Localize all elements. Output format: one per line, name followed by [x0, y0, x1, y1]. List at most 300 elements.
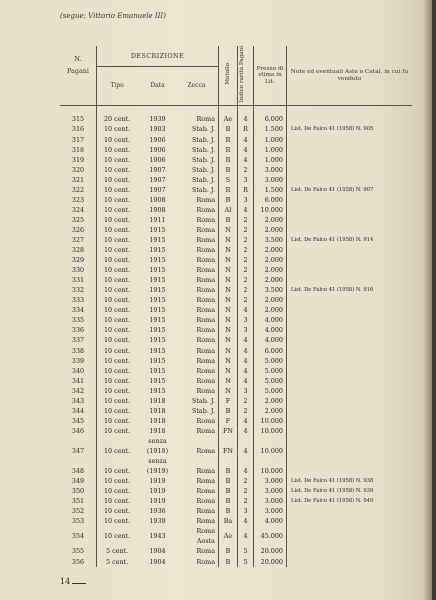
row-note [287, 546, 413, 556]
row-indice-value: 3 [243, 175, 248, 184]
row-indice-value: 2 [243, 276, 248, 285]
row-prezzo [254, 265, 287, 275]
row-zecca-value: Roma [196, 547, 215, 556]
row-prezzo [254, 426, 287, 436]
row-indice [238, 526, 254, 546]
row-metallo [219, 205, 238, 215]
row-indice [238, 496, 254, 506]
table-row [60, 305, 412, 315]
row-note [287, 356, 413, 366]
row-tipo [97, 486, 138, 496]
row-zecca [178, 516, 219, 526]
row-note [287, 486, 413, 496]
row-metallo-value: B [225, 125, 231, 134]
row-data [137, 436, 178, 456]
row-metallo [219, 335, 238, 345]
row-prezzo-value: 3.000 [264, 175, 283, 184]
row-indice [238, 557, 254, 567]
row-number [60, 145, 97, 155]
row-data-value: 1908 [149, 205, 166, 214]
row-metallo-value: B [225, 557, 231, 566]
row-number [60, 506, 97, 516]
row-tipo-value: 10 cent. [103, 426, 131, 435]
row-data-value: 1915 [149, 236, 166, 244]
table-row [60, 526, 412, 546]
row-metallo-value: Al [224, 205, 232, 214]
row-tipo-value: 10 cent. [103, 346, 131, 355]
row-zecca-value: Stab. J. [191, 185, 215, 194]
row-metallo-value: R [225, 135, 231, 144]
row-prezzo-value: 1.000 [264, 155, 283, 164]
row-data-value: 1918 [149, 396, 166, 405]
row-number [60, 205, 97, 215]
row-prezzo-value: 6.000 [264, 195, 283, 204]
row-tipo [97, 275, 138, 285]
row-number [60, 325, 97, 335]
row-metallo [219, 356, 238, 366]
row-prezzo [254, 476, 287, 486]
row-prezzo [254, 225, 287, 235]
row-number-value: 326 [71, 225, 85, 234]
row-metallo [219, 476, 238, 486]
row-indice [238, 185, 254, 195]
row-prezzo [254, 335, 287, 345]
row-data-value: 1919 [149, 477, 166, 486]
row-metallo-value: B [225, 165, 231, 174]
row-data [137, 114, 178, 124]
row-number-value: 332 [71, 286, 85, 295]
row-number [60, 285, 97, 295]
row-tipo [97, 335, 138, 345]
row-tipo-value: 10 cent. [103, 296, 131, 305]
row-data [137, 406, 178, 416]
row-indice [238, 175, 254, 185]
row-data-value: 1918 [149, 406, 166, 415]
row-indice [238, 325, 254, 335]
row-tipo-value: 10 cent. [103, 195, 131, 204]
row-prezzo [254, 275, 287, 285]
row-note [287, 315, 413, 325]
table-row [60, 315, 412, 325]
row-number [60, 456, 97, 476]
row-tipo-value: 10 cent. [103, 386, 131, 395]
row-metallo [219, 124, 238, 134]
row-note [287, 416, 413, 426]
row-indice [238, 255, 254, 265]
table-row [60, 275, 412, 285]
row-data-value: 1915 [149, 306, 166, 315]
col-prezzo-label: Prezzo di stima in Lit. [256, 65, 284, 86]
running-title: (segue: Vittorio Emanuele III) [60, 12, 166, 20]
row-zecca [178, 557, 219, 567]
row-tipo [97, 124, 138, 134]
row-number-value: 342 [71, 386, 85, 395]
row-metallo-value: B [225, 477, 231, 486]
row-note [287, 285, 413, 295]
row-tipo-value: 10 cent. [103, 406, 131, 415]
row-number-value: 318 [71, 145, 85, 154]
row-tipo [97, 366, 138, 376]
row-metallo-value: S [225, 175, 231, 184]
row-tipo-value: 10 cent. [103, 135, 131, 144]
row-indice-value: 2 [243, 296, 248, 305]
row-tipo [97, 295, 138, 305]
row-tipo-value: 20 cent. [103, 115, 131, 124]
row-indice-value: 4 [243, 416, 248, 425]
row-indice-value: 2 [243, 487, 248, 496]
row-note [287, 386, 413, 396]
row-data-value: 1915 [149, 386, 166, 395]
row-data-value: 1939 [149, 115, 166, 124]
row-prezzo [254, 496, 287, 506]
row-indice-value: 4 [243, 426, 248, 435]
row-metallo-value: Ae [223, 532, 233, 541]
row-indice-value: 4 [243, 467, 248, 476]
row-tipo-value: 10 cent. [103, 356, 131, 365]
row-tipo [97, 476, 138, 486]
row-tipo [97, 416, 138, 426]
row-prezzo-value: 1.500 [264, 125, 283, 134]
row-indice-value: 4 [243, 446, 248, 455]
row-tipo-value: 10 cent. [103, 467, 131, 476]
row-metallo [219, 366, 238, 376]
row-number-value: 349 [71, 477, 85, 486]
row-zecca [178, 386, 219, 396]
row-zecca [178, 305, 219, 315]
table-row [60, 516, 412, 526]
row-number [60, 114, 97, 124]
row-metallo [219, 215, 238, 225]
row-number-value: 341 [71, 376, 85, 385]
row-note [287, 305, 413, 315]
row-data [137, 526, 178, 546]
row-indice [238, 295, 254, 305]
row-indice [238, 426, 254, 436]
row-data-value: 1915 [149, 246, 166, 255]
row-indice [238, 225, 254, 235]
row-data [137, 225, 178, 235]
row-metallo [219, 406, 238, 416]
row-number-value: 355 [71, 547, 85, 556]
row-indice-value: 3 [243, 195, 248, 204]
row-data-value: 1906 [149, 155, 166, 164]
row-data [137, 335, 178, 345]
row-zecca-value: Roma [196, 467, 215, 476]
page-number-rule [72, 583, 86, 584]
table-row [60, 436, 412, 456]
table-row [60, 165, 412, 175]
row-number-value: 350 [71, 487, 85, 496]
row-tipo-value: 10 cent. [103, 225, 131, 234]
row-prezzo [254, 285, 287, 295]
row-tipo-value: 10 cent. [103, 497, 131, 506]
row-prezzo-value: 4.000 [264, 326, 283, 335]
row-tipo-value: 10 cent. [103, 125, 131, 134]
row-metallo-value: Ae [223, 115, 233, 124]
col-descrizione-header: DESCRIZIONE [97, 46, 219, 67]
row-data-value: 1915 [149, 346, 166, 355]
table-row [60, 245, 412, 255]
row-note [287, 165, 413, 175]
row-metallo [219, 225, 238, 235]
table-row [60, 396, 412, 406]
row-data-value: 1919 [149, 497, 166, 506]
row-indice-value: 4 [243, 366, 248, 375]
row-prezzo [254, 486, 287, 496]
row-note [287, 114, 413, 124]
row-number-value: 315 [71, 115, 85, 124]
row-prezzo-value: 3.000 [264, 497, 283, 506]
row-data-value: 1907 [149, 175, 166, 184]
row-note [287, 366, 413, 376]
row-prezzo-value: 3.500 [264, 286, 283, 295]
row-number [60, 356, 97, 366]
row-indice [238, 386, 254, 396]
row-metallo-value: N [225, 366, 231, 375]
row-zecca [178, 476, 219, 486]
row-data [137, 386, 178, 396]
row-indice [238, 124, 254, 134]
row-data-value: 1919 [149, 487, 166, 496]
row-note-value: List. De Falco 41 (1958) N. 916 [291, 287, 374, 294]
row-metallo [219, 265, 238, 275]
row-tipo [97, 285, 138, 295]
row-data [137, 325, 178, 335]
row-tipo-value: 10 cent. [103, 236, 131, 244]
row-prezzo-value: 3.000 [264, 165, 283, 174]
row-zecca [178, 496, 219, 506]
row-prezzo-value: 1.500 [264, 185, 283, 194]
row-number [60, 315, 97, 325]
row-number-value: 345 [71, 416, 85, 425]
row-prezzo-value: 4.000 [264, 336, 283, 345]
row-data-value: 1915 [149, 326, 166, 335]
row-indice-value: 3 [243, 326, 248, 335]
table-row [60, 155, 412, 165]
row-zecca [178, 225, 219, 235]
row-note [287, 265, 413, 275]
row-data [137, 376, 178, 386]
row-indice [238, 215, 254, 225]
col-zecca-header: Zecca [187, 82, 206, 90]
row-prezzo [254, 325, 287, 335]
row-tipo-value: 10 cent. [103, 507, 131, 516]
row-tipo [97, 456, 138, 476]
row-prezzo-value: 2.000 [264, 296, 283, 305]
row-metallo-value: B [225, 406, 231, 415]
row-number [60, 155, 97, 165]
row-data [137, 185, 178, 195]
row-metallo [219, 275, 238, 285]
row-note [287, 185, 413, 195]
table-row [60, 356, 412, 366]
row-number [60, 486, 97, 496]
row-number-value: 338 [71, 346, 85, 355]
row-note [287, 215, 413, 225]
row-number [60, 516, 97, 526]
table-row [60, 175, 412, 185]
row-tipo-value: 10 cent. [103, 165, 131, 174]
row-zecca-value: Roma [196, 316, 215, 325]
table-row [60, 124, 412, 134]
row-indice [238, 275, 254, 285]
row-prezzo-value: 1.000 [264, 135, 283, 144]
row-indice-value: 4 [243, 336, 248, 345]
row-data [137, 315, 178, 325]
row-indice-value: 4 [243, 205, 248, 214]
row-data [137, 396, 178, 406]
row-metallo [219, 155, 238, 165]
row-indice [238, 265, 254, 275]
row-zecca-value: Roma [196, 416, 215, 425]
row-number [60, 476, 97, 486]
row-zecca [178, 275, 219, 285]
row-zecca [178, 114, 219, 124]
coin-catalog-table [60, 46, 412, 567]
table-row [60, 557, 412, 567]
row-number [60, 386, 97, 396]
table-row [60, 506, 412, 516]
row-number-value: 322 [71, 185, 85, 194]
row-number [60, 225, 97, 235]
row-number-value: 337 [71, 336, 85, 345]
row-indice-value: 4 [243, 532, 248, 541]
row-tipo-value: 10 cent. [103, 276, 131, 285]
row-number-value: 334 [71, 306, 85, 315]
row-tipo-value: 10 cent. [103, 316, 131, 325]
row-metallo-value: R [225, 185, 231, 194]
row-data [137, 476, 178, 486]
row-zecca-value: Stab. J. [191, 406, 215, 415]
row-metallo [219, 346, 238, 356]
row-zecca [178, 124, 219, 134]
row-zecca-value: Roma [196, 215, 215, 224]
row-indice-value: 4 [243, 145, 248, 154]
row-zecca-value: Roma [196, 426, 215, 435]
col-n-label: N. [74, 55, 82, 63]
table-row [60, 426, 412, 436]
row-number [60, 265, 97, 275]
row-indice-value: 2 [243, 497, 248, 506]
row-zecca-value: Roma [196, 306, 215, 315]
row-prezzo [254, 506, 287, 516]
row-metallo-value: N [225, 266, 231, 275]
row-zecca-secondary: Aosta [196, 537, 215, 546]
row-metallo [219, 165, 238, 175]
row-prezzo-value: 3.000 [264, 507, 283, 516]
row-number-value: 343 [71, 396, 85, 405]
row-number [60, 436, 97, 456]
row-prezzo-value: 6.000 [264, 115, 283, 124]
row-number [60, 426, 97, 436]
row-metallo-value: N [225, 336, 231, 345]
row-indice [238, 195, 254, 205]
page-number: 14 [60, 577, 71, 586]
row-data [137, 546, 178, 556]
row-number-value: 353 [71, 517, 85, 526]
row-zecca [178, 255, 219, 265]
row-tipo [97, 546, 138, 556]
row-prezzo [254, 546, 287, 556]
col-data-header: Data [150, 82, 165, 90]
row-tipo-value: 10 cent. [103, 336, 131, 345]
row-number [60, 235, 97, 245]
row-prezzo [254, 376, 287, 386]
row-data-value: 1903 [149, 125, 166, 134]
row-note [287, 235, 413, 245]
row-data [137, 516, 178, 526]
row-tipo-value: 10 cent. [103, 306, 131, 315]
row-note-value: List. De Falco 41 (1958) N. 914 [291, 237, 374, 243]
row-zecca [178, 245, 219, 255]
row-indice-value: 4 [243, 356, 248, 365]
row-prezzo [254, 155, 287, 165]
row-zecca [178, 396, 219, 406]
row-number-value: 351 [71, 497, 85, 506]
row-zecca [178, 325, 219, 335]
col-n-header [60, 46, 97, 106]
row-data-value: 1915 [149, 296, 166, 305]
row-tipo-value: 10 cent. [103, 477, 131, 486]
row-note [287, 205, 413, 215]
row-tipo [97, 356, 138, 366]
row-indice-value: 4 [243, 306, 248, 315]
row-indice [238, 346, 254, 356]
row-indice [238, 285, 254, 295]
row-tipo-value: 10 cent. [103, 446, 131, 455]
row-tipo [97, 436, 138, 456]
row-tipo-value: 10 cent. [103, 416, 131, 425]
row-tipo [97, 386, 138, 396]
row-prezzo-value: 2.000 [264, 306, 283, 315]
row-tipo [97, 114, 138, 124]
row-zecca-value: Roma [196, 477, 215, 486]
row-data-value: 1908 [149, 195, 166, 204]
row-data-value: 1915 [149, 336, 166, 345]
table-row [60, 295, 412, 305]
row-tipo-value: 10 cent. [103, 205, 131, 214]
row-number-value: 347 [71, 446, 85, 455]
row-data [137, 155, 178, 165]
row-indice-value: 2 [243, 477, 248, 486]
row-tipo [97, 305, 138, 315]
row-zecca-value: Roma [196, 195, 215, 204]
row-metallo-value: N [225, 376, 231, 385]
row-metallo [219, 546, 238, 556]
row-zecca-value: Roma [196, 497, 215, 506]
row-metallo-value: N [225, 326, 231, 335]
row-metallo-value: Ba [223, 517, 233, 526]
row-indice [238, 366, 254, 376]
row-zecca [178, 315, 219, 325]
row-indice-value: 4 [243, 346, 248, 355]
row-indice-value: 2 [243, 165, 248, 174]
row-number [60, 416, 97, 426]
row-number-value: 321 [71, 175, 85, 184]
row-tipo-value: 10 cent. [103, 145, 131, 154]
table-row [60, 476, 412, 486]
row-prezzo [254, 295, 287, 305]
col-metallo-label: Metallo [224, 63, 231, 85]
row-note [287, 346, 413, 356]
row-prezzo-value: 20.000 [260, 547, 283, 556]
row-number-value: 323 [71, 195, 85, 204]
row-zecca-value: Stab. J. [191, 165, 215, 174]
row-note [287, 245, 413, 255]
row-number-value: 354 [71, 532, 85, 541]
row-number-value: 331 [71, 276, 85, 285]
row-prezzo-value: 3.000 [264, 477, 283, 486]
